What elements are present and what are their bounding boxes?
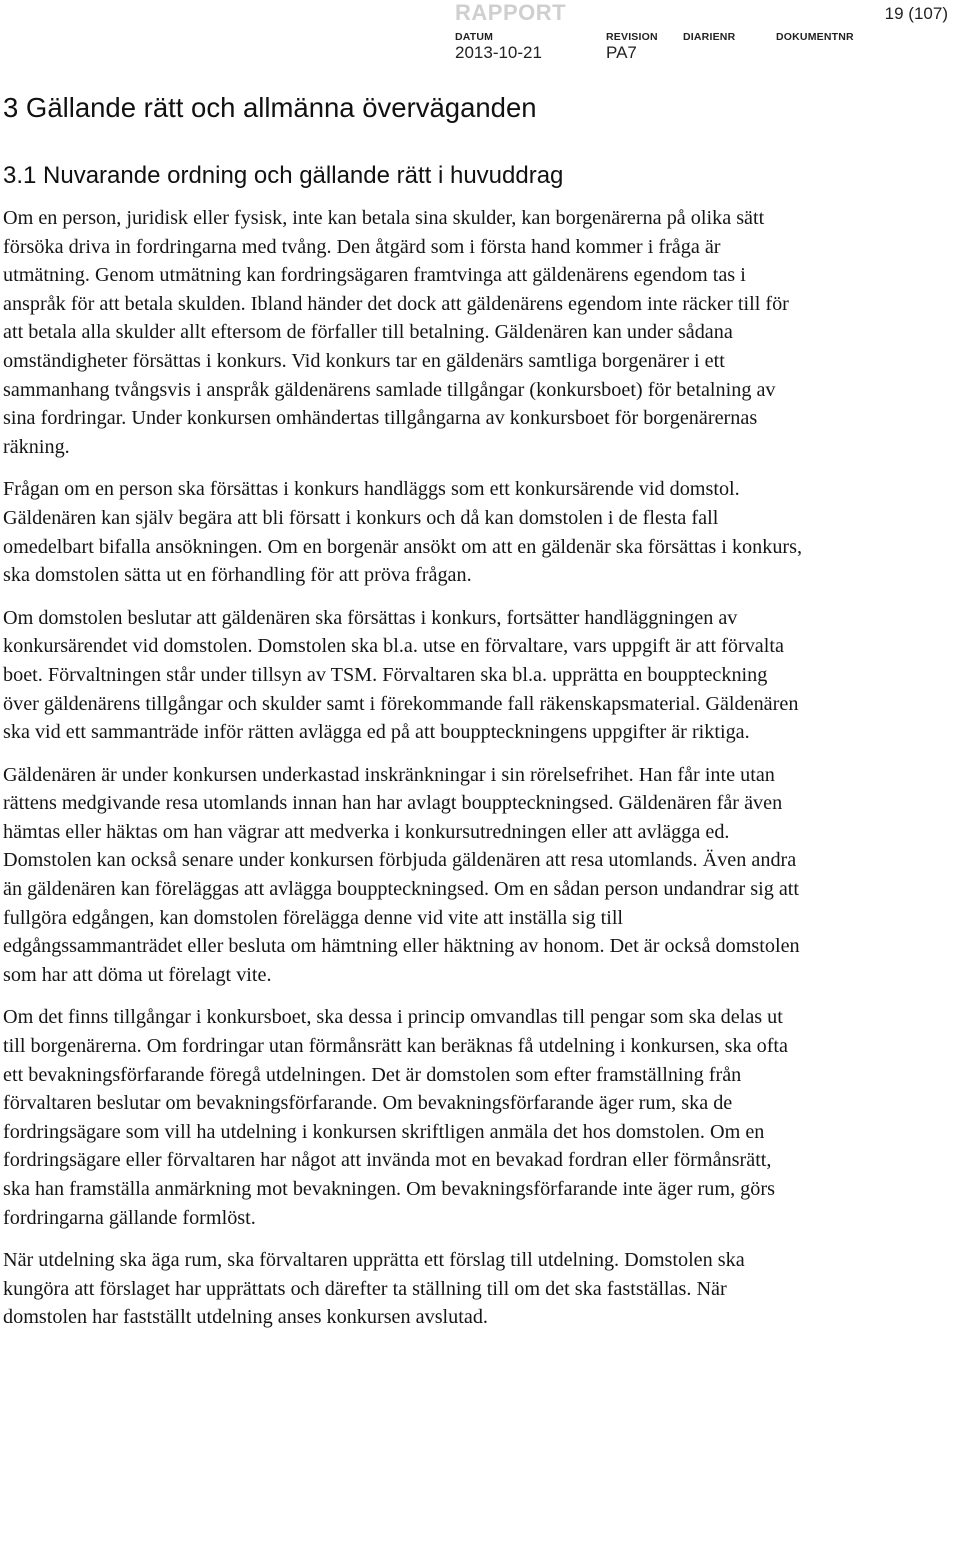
datum-value: 2013-10-21 [455, 43, 542, 62]
diarienr-label: DIARIENR [683, 31, 736, 43]
section-heading: 3 Gällande rätt och allmänna överväganden [3, 92, 537, 123]
subsection-heading: 3.1 Nuvarande ordning och gällande rätt i huvuddrag [3, 162, 564, 189]
paragraph-4: Gäldenären är under konkursen underkastad inskränkningar i sin rörelsefrihet. Han får inte utan rättens medgivande resa utomlands innan han har avlagt bouppteckningsed. Gäldenären får även hämtas eller häktas om han vägrar att medverka i konkursutredningen eller att avlägga ed. Domstolen kan också senare under konkursen förbjuda gäldenären att resa utomlands. Även andra än gäldenären kan föreläggas att avlägga bouppteckningsed. Om en sådan person undandrar sig att fullgöra edgången, kan domstolen förelägga denne vid vite att inställa sig till edgångssammanträdet eller besluta om hämtning eller häktning av honom. Det är också domstolen som har att döma ut förelagt vite. [3, 763, 800, 986]
page-header [0, 0, 960, 70]
paragraph-3: Om domstolen beslutar att gäldenären ska försättas i konkurs, fortsätter handläggningen av konkursärendet vid domstolen. Domstolen ska bl.a. utse en förvaltare, vars uppgift är att förvalta boet. Förvaltningen står under tillsyn av TSM. Förvaltaren ska bl.a. upprätta en bouppteckning över gäldenärens tillgångar och skulder samt i förekommande fall räkenskapsmaterial. Gäldenären ska vid ett sammanträde inför rätten avlägga ed på att bouppteckningens uppgifter är riktiga. [3, 606, 799, 744]
page-number: 19 (107) [884, 4, 948, 23]
body-text [3, 204, 803, 1346]
revision-value: PA7 [606, 43, 637, 62]
paragraph-2: Frågan om en person ska försättas i konkurs handläggs som ett konkursärende vid domstol. Gäldenären kan själv begära att bli försatt i konkurs och då kan domstolen i de flesta fall omedelbart bifalla ansökningen. Om en borgenär ansökt om att en gäldenär ska försättas i konkurs, ska domstolen sätta ut en förhandling för att pröva frågan. [3, 478, 803, 587]
paragraph-1: Om en person, juridisk eller fysisk, inte kan betala sina skulder, kan borgenärerna på olika sätt försöka driva in fordringarna med tvång. Den åtgärd som i första hand kommer i fråga är utmätning. Genom utmätning kan fordringsägaren framtvinga att gäldenärens egendom tas i anspråk för att betala skulden. Ibland händer det dock att gäldenärens egendom inte räcker till för att betala alla skulder allt eftersom de förfaller till betalning. Gäldenären kan under sådana omständigheter försättas i konkurs. Vid konkurs tar en gäldenärs samtliga borgenärer i ett sammanhang tvångsvis i anspråk gäldenärens samlade tillgångar (konkursboet) för betalning av sina fordringar. Under konkursen omhändertas tillgångarna av konkursboet för borgenärernas räkning. [3, 207, 789, 458]
dokumentnr-label: DOKUMENTNR [776, 31, 854, 43]
datum-label: DATUM [455, 31, 494, 43]
paragraph-5: Om det finns tillgångar i konkursboet, ska dessa i princip omvandlas till pengar som ska delas ut till borgenärerna. Om fordringar utan förmånsrätt kan beräknas få utdelning i konkursen, ska ofta ett bevakningsförfarande föregå utdelningen. Det är domstolen som efter framställning från förvaltaren beslutar om bevakningsförfarande. Om bevakningsförfarande äger rum, ska de fordringsägare som vill ha utdelning i konkursen skriftligen anmäla det hos domstolen. Om en fordringsägare eller förvaltaren har något att invända mot en bevakad fordran eller förmånsrätt, ska han framställa anmärkning mot bevakningen. Om bevakningsförfarande inte äger rum, görs fordringarna gällande formlöst. [3, 1006, 789, 1229]
paragraph-6: När utdelning ska äga rum, ska förvaltaren upprätta ett förslag till utdelning. Domstolen ska kungöra att förslaget har upprättats och därefter ta ställning till om det ska fastställas. När domstolen har fastställt utdelning anses konkursen avslutad. [3, 1249, 745, 1329]
revision-label: REVISION [606, 31, 658, 43]
document-type-label: RAPPORT [455, 0, 567, 25]
